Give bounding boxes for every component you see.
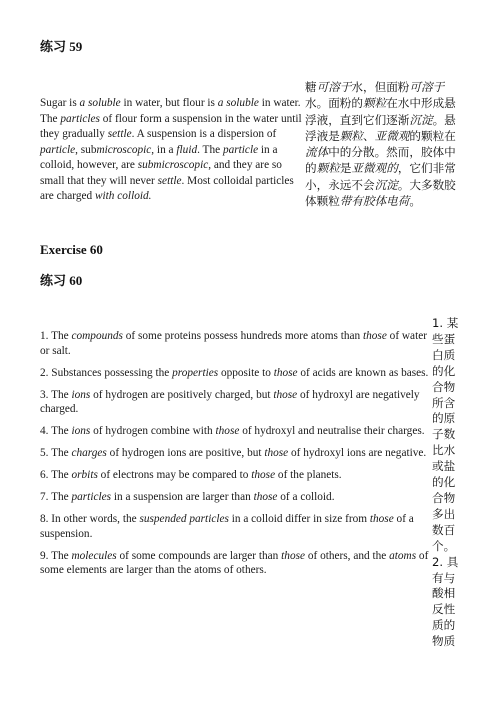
exercise-59-english-paragraph: Sugar is a soluble in water, but flour is a soluble in water. The particles of flour form a suspension in the water until they gradually settle. A suspension is a dispersion of particle, submicroscopic, in a fluid. The particle in a colloid, however, are submicroscopic, and they are so small that they will never settle. Most colloidal particles are charged with colloid.	[40, 97, 302, 202]
exercise-60-heading: 练习 60	[40, 273, 83, 288]
italic-term: those	[273, 366, 298, 379]
italic-term: 颗粒	[339, 128, 363, 143]
italic-term: microscopic	[96, 143, 152, 156]
italic-term: those	[251, 469, 276, 481]
sentence-4: 4. The ions of hydrogen combine with those of hydroxyl and neutralise their charges.	[40, 425, 425, 437]
exercise-59-chinese-paragraph: 糖可溶于水，但面粉可溶于水。面粉的颗粒在水中形成悬浮液，直到它们逐渐沉淀。悬浮液是颗粒、亚微观的颗粒在流体中的分散。然而，胶体中的颗粒是亚微观的，它们非常小，永远不会沉淀。大多数胶体颗粒带有胶体电荷。	[305, 80, 456, 209]
italic-term: a soluble	[79, 97, 121, 109]
italic-term: those	[362, 330, 387, 342]
sentence-7: 7. The particles in a suspension are larger than those of a colloid.	[40, 491, 335, 503]
sentence-8: 8. In other words, the suspended particles in a colloid differ in size from those of a suspension.	[40, 513, 414, 540]
italic-term: those	[273, 388, 298, 401]
italic-term: a soluble	[217, 97, 259, 109]
italic-term: 可溶于	[409, 80, 445, 94]
italic-term: 亚微观的	[351, 161, 398, 176]
italic-term: those	[281, 549, 306, 562]
exercise-59-heading: 练习 59	[40, 39, 83, 54]
italic-term: particle	[222, 143, 259, 156]
exercise-60-english-heading: Exercise 60	[40, 242, 103, 257]
italic-term: 沉淀	[409, 112, 433, 127]
italic-term: charges	[71, 447, 107, 459]
sentence-6: 6. The orbits of electrons may be compared to those of the planets.	[40, 469, 342, 481]
italic-term: ions	[71, 388, 91, 401]
italic-term: ions	[71, 425, 91, 437]
italic-term: those	[215, 425, 240, 437]
sentence-5: 5. The charges of hydrogen ions are positive, but those of hydroxyl ions are negative.	[40, 447, 427, 459]
italic-term: molecules	[71, 549, 117, 562]
italic-term: particle	[40, 143, 76, 156]
italic-term: particles	[60, 112, 100, 125]
italic-term: fluid	[176, 143, 198, 156]
italic-term: atoms	[389, 549, 417, 562]
italic-term: settle	[107, 128, 132, 140]
italic-term: 带有胶体电荷	[339, 194, 410, 209]
exercise-60-sentence-list	[40, 329, 430, 585]
sentence-2: 2. Substances possessing the properties opposite to those of acids are known as bases.	[40, 366, 429, 379]
italic-term: properties	[172, 366, 219, 379]
italic-term: those	[264, 447, 289, 459]
sentence-1: 1. The compounds of some proteins possess hundreds more atoms than those of water or salt.	[40, 330, 427, 357]
italic-term: suspended particles	[139, 513, 229, 525]
italic-term: with colloid.	[94, 190, 152, 202]
italic-term: settle	[157, 174, 182, 187]
exercise-60-chinese-column: 1. 某些蛋白质的化合物所含的原子数比水或盐的化合物多出数百个。2. 具有与酸相反性质的物质	[432, 316, 459, 649]
italic-term: 颗粒	[316, 161, 340, 176]
sentence-3: 3. The ions of hydrogen are positively charged, but those of hydroxyl are negatively charged.	[40, 388, 420, 415]
sentence-9: 9. The molecules of some compounds are larger than those of others, and the atoms of some elements are larger than the atoms of others.	[40, 549, 429, 576]
italic-term: particles	[71, 491, 112, 503]
italic-term: submicroscopic	[137, 159, 209, 171]
italic-term: 颗粒	[362, 96, 387, 111]
italic-term: those	[369, 513, 394, 525]
italic-term: orbits	[71, 469, 98, 481]
italic-term: 沉淀	[374, 177, 398, 192]
italic-term: those	[253, 491, 278, 503]
italic-term: compounds	[71, 330, 123, 342]
italic-term: 亚微观	[374, 128, 410, 143]
italic-term: 可溶于	[316, 80, 352, 94]
italic-term: 流体	[305, 145, 329, 160]
